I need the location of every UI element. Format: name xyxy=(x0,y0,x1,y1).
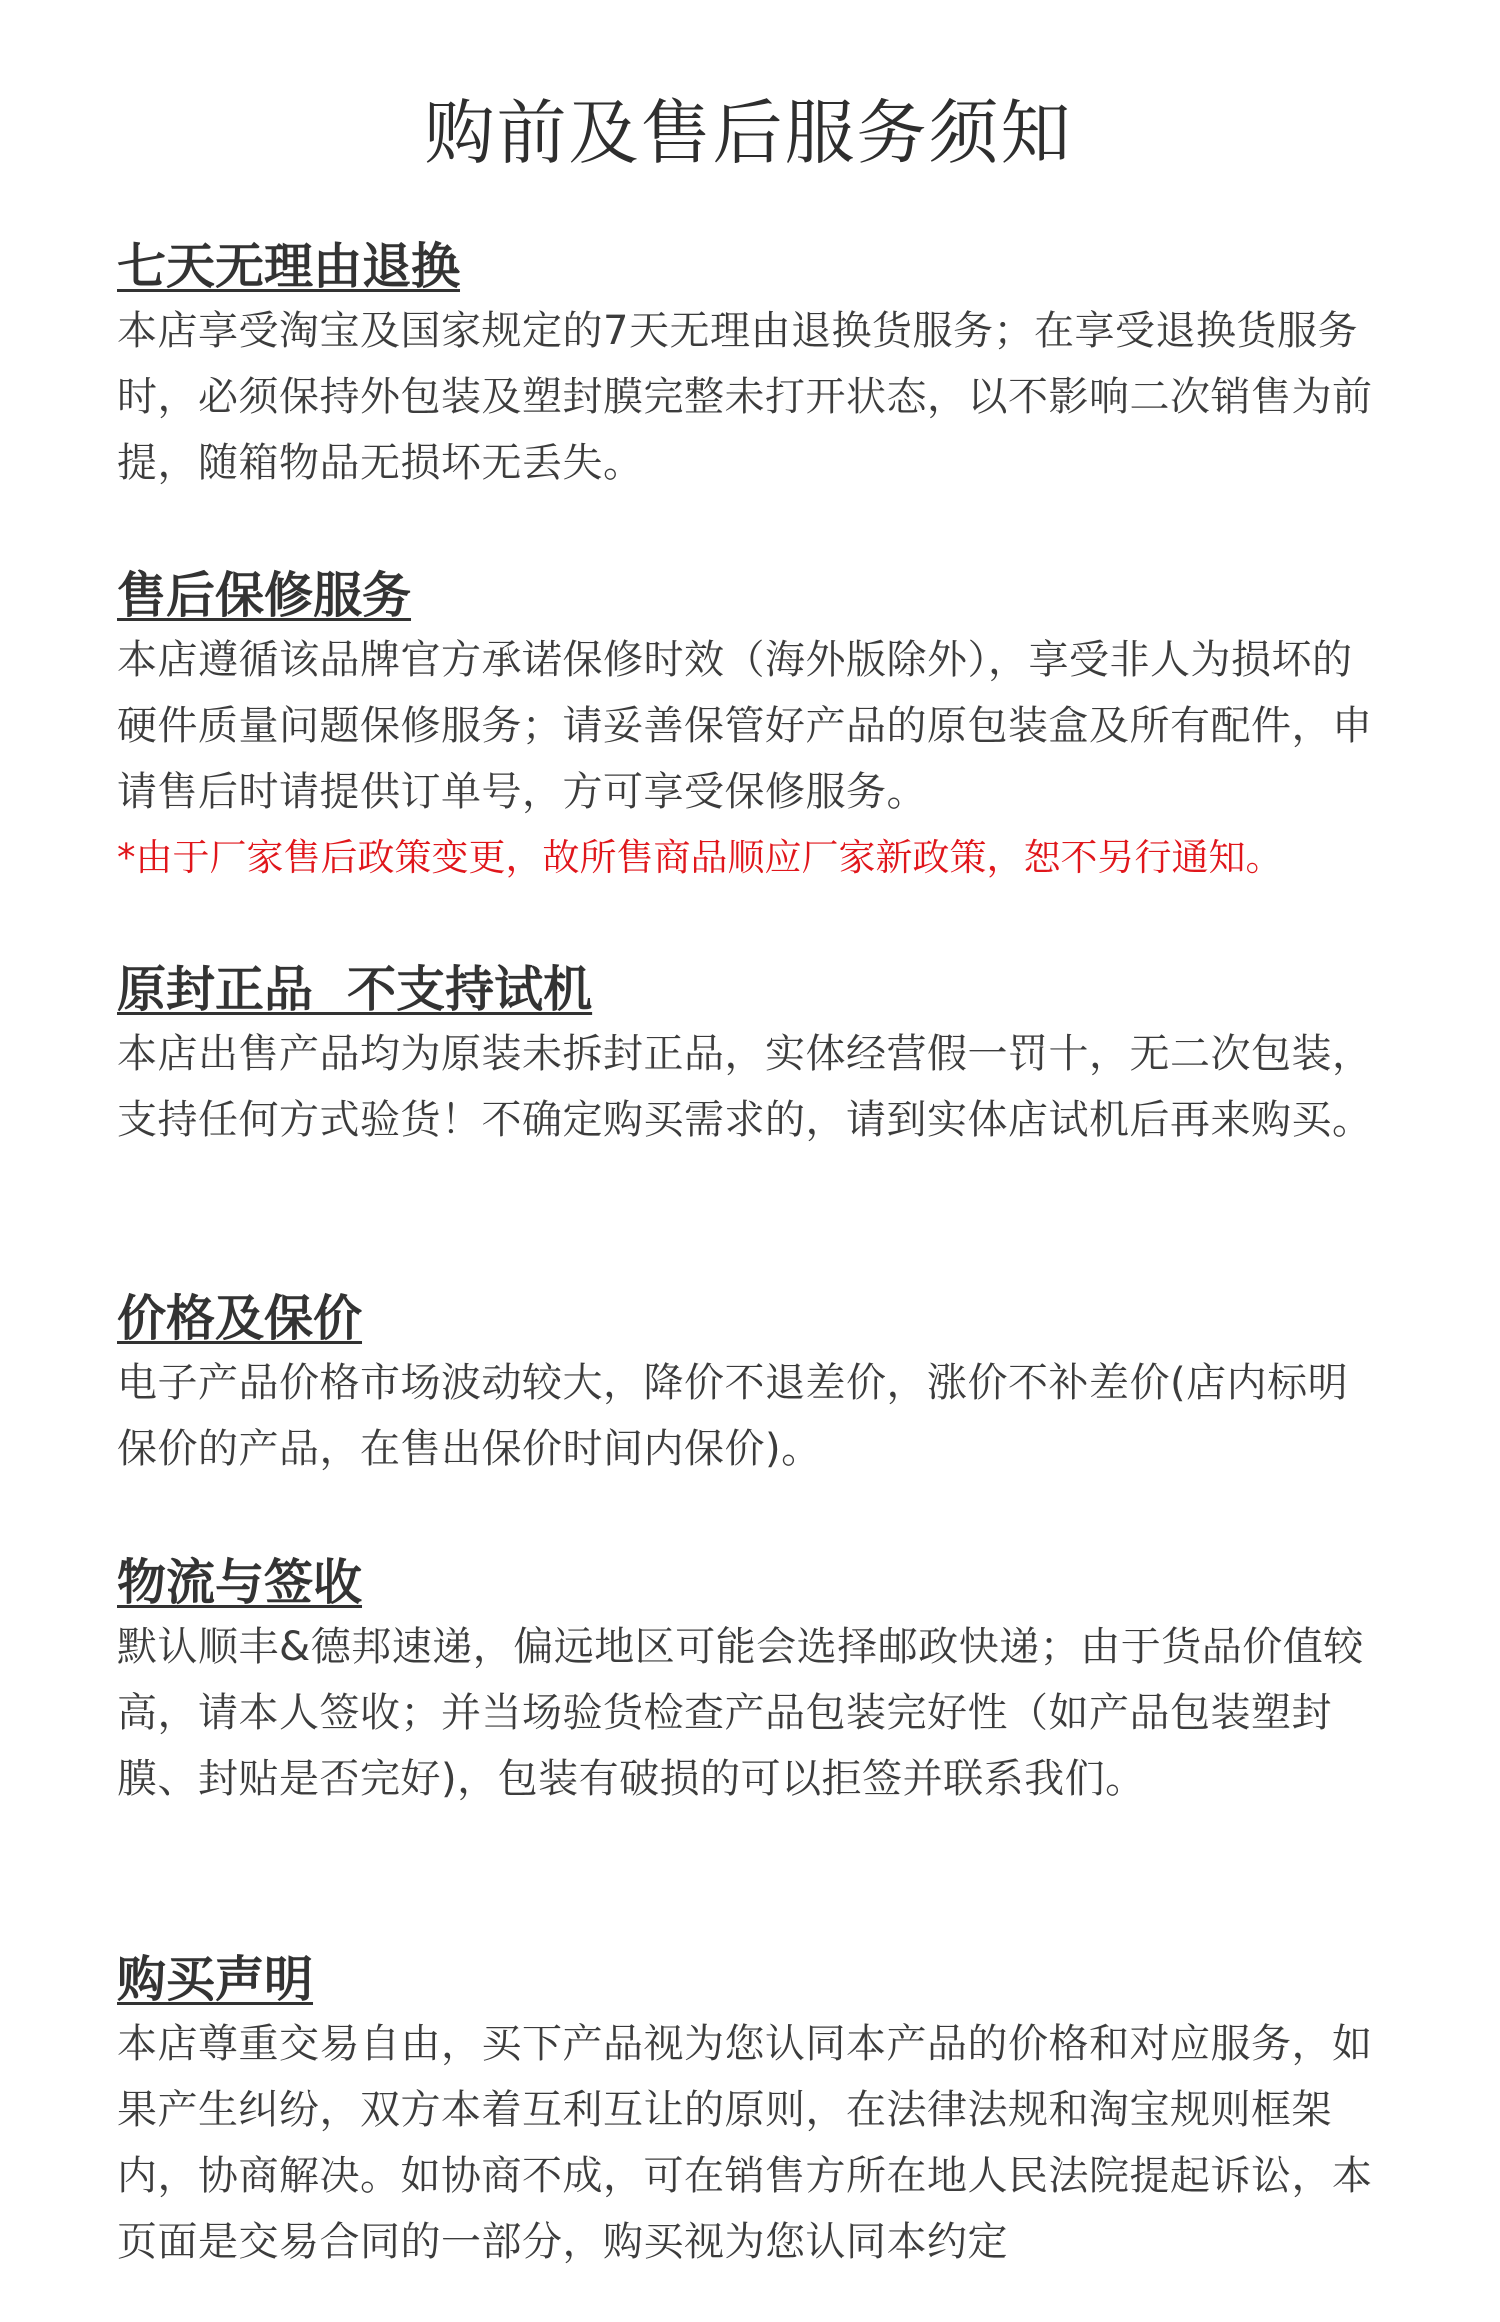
section-heading: 物流与签收 xyxy=(117,1554,363,1611)
section-body: 默认顺丰&德邦速递，偏远地区可能会选择邮政快递；由于货品价值较高，请本人签收；并当场验货检查产品包装完好性（如产品包装塑封膜、封贴是否完好)，包装有破损的可以拒签并联系我们。 xyxy=(117,1624,1364,1802)
section-heading: 价格及保价 xyxy=(117,1290,363,1347)
section-heading: 购买声明 xyxy=(117,1951,314,2008)
section-sealed-genuine xyxy=(117,959,1380,1153)
section-logistics-signing xyxy=(117,1552,1380,1812)
section-body: 电子产品价格市场波动较大，降价不退差价，涨价不补差价(店内标明保价的产品，在售出保价时间内保价)。 xyxy=(117,1360,1349,1472)
section-body: 本店出售产品均为原装未拆封正品，实体经营假一罚十，无二次包装，支持任何方式验货！不确定购买需求的，请到实体店试机后再来购买。 xyxy=(117,1031,1373,1143)
policy-change-notice: *由于厂家售后政策变更，故所售商品顺应厂家新政策，恕不另行通知。 xyxy=(117,836,1283,879)
section-warranty-service xyxy=(117,565,1380,891)
section-body: 本店遵循该品牌官方承诺保修时效（海外版除外），享受非人为损坏的硬件质量问题保修服务；请妥善保管好产品的原包装盒及所有配件，申请售后时请提供订单号，方可享受保修服务。 xyxy=(117,637,1373,815)
page-title: 购前及售后服务须知 xyxy=(424,92,1073,174)
section-purchase-statement xyxy=(117,1949,1380,2275)
section-price-protection xyxy=(117,1288,1380,1482)
section-heading: 原封正品 不支持试机 xyxy=(117,961,593,1018)
section-body: 本店享受淘宝及国家规定的7天无理由退换货服务；在享受退换货服务时，必须保持外包装及塑封膜完整未打开状态，以不影响二次销售为前提，随箱物品无损坏无丢失。 xyxy=(117,308,1373,486)
section-heading: 七天无理由退换 xyxy=(117,238,461,295)
section-body: 本店尊重交易自由，买下产品视为您认同本产品的价格和对应服务，如果产生纠纷，双方本着互利互让的原则，在法律法规和淘宝规则框架内，协商解决。如协商不成，可在销售方所在地人民法院提起诉讼，本页面是交易合同的一部分，购买视为您认同本约定 xyxy=(117,2021,1373,2265)
section-heading: 售后保修服务 xyxy=(117,567,412,624)
section-seven-day-return xyxy=(117,236,1380,496)
